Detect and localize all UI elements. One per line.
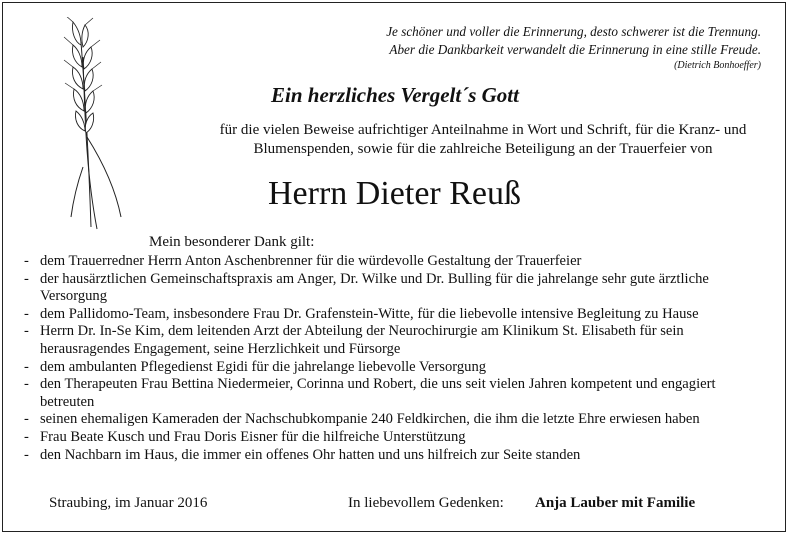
list-item (3, 306, 783, 324)
list-item (3, 323, 783, 358)
list-item (3, 376, 783, 411)
list-item-text: dem Pallidomo-Team, insbesondere Frau Dr. Grafenstein-Witte, für die liebevolle intensive Begleitung zu Hause (40, 305, 699, 322)
list-item-text: dem ambulanten Pflegedienst Egidi für die jahrelange liebevolle Versorgung (40, 358, 487, 375)
list-item-text: der hausärztlichen Gemeinschaftspraxis am Anger, Dr. Wilke und Dr. Bulling für die jahrelange sehr gute ärztliche Versorgung (40, 270, 709, 305)
list-item (3, 447, 783, 465)
list-item-text: den Therapeuten Frau Bettina Niedermeier, Corinna und Robert, die uns seit vielen Jahren kompetent und engagiert betreuten (40, 376, 716, 410)
list-item (3, 359, 783, 377)
list-item-text: dem Trauerredner Herrn Anton Aschenbrenner für die würdevolle Gestaltung der Trauerfeier (40, 253, 582, 269)
place-date: Straubing, im Januar 2016 (49, 495, 208, 511)
list-dash: - (24, 253, 29, 269)
list-item (3, 429, 783, 447)
signers: Anja Lauber mit Familie (535, 495, 696, 511)
list-dash: - (24, 428, 29, 445)
list-dash: - (24, 358, 29, 375)
list-dash: - (24, 305, 29, 322)
quote-line-1: Je schöner und voller die Erinnerung, desto schwerer ist die Trennung. (386, 24, 761, 39)
quote-block (386, 23, 761, 73)
list-item (3, 253, 783, 271)
list-item (3, 411, 783, 429)
list-item-text: seinen ehemaligen Kameraden der Nachschubkompanie 240 Feldkirchen, die ihm die letzte Ehre erwiesen haben (40, 411, 700, 428)
list-dash: - (24, 323, 29, 340)
thanks-paragraph: für die vielen Beweise aufrichtiger Anteilnahme in Wort und Schrift, für die Kranz- und Blumenspenden, sowie für die zahlreiche Beteiligung an der Trauerfeier von (219, 122, 747, 157)
list-item-text: Herrn Dr. In-Se Kim, dem leitenden Arzt der Abteilung der Neurochirurgie am Klinikum St. Elisabeth für sein herausragendes Engagement, seine Herzlichkeit und Fürsorge (40, 323, 684, 357)
list-dash: - (24, 411, 29, 428)
list-dash: - (24, 446, 29, 463)
quote-line-2: Aber die Dankbarkeit verwandelt die Erinnerung in eine stille Freude. (389, 42, 761, 57)
list-item-text: Frau Beate Kusch und Frau Doris Eisner für die hilfreiche Unterstützung (40, 428, 466, 445)
memorial-label: In liebevollem Gedenken: (348, 495, 504, 511)
thanks-intro: Mein besonderer Dank gilt: (149, 234, 315, 250)
list-item (3, 271, 783, 306)
list-item-text: den Nachbarn im Haus, die immer ein offenes Ohr hatten und uns hilfreich zur Seite standen (40, 446, 581, 463)
thanks-list (3, 253, 783, 464)
quote-author: (Dietrich Bonhoeffer) (674, 60, 761, 71)
obituary-frame (2, 2, 786, 532)
list-dash: - (24, 376, 29, 393)
deceased-name: Herrn Dieter Reuß (268, 175, 522, 212)
list-dash: - (24, 270, 29, 287)
page-title: Ein herzliches Vergelt´s Gott (271, 83, 519, 107)
wheat-ear-icon (61, 17, 131, 232)
